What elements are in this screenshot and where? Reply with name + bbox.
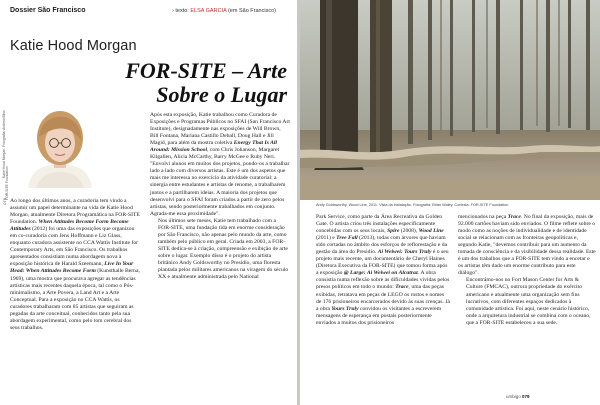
right-folio (506, 394, 530, 399)
column-b (150, 112, 290, 281)
column-b-text-2: , com Chris Johanson, Margaret Kilgallen, Alicia McCarthy, Barry McGee e Ruby Neri. "Envolvi alunos em muitos dos projetos, pondo-os a trabalhar lado a lado com diversos artistas. Este é um dos aspetos que mais me interessa no exercício da atividade curatorial: a sinergia entre estudantes e artistas de renome, a trabalharem juntos e a partilharem ideias. A maioria dos projetos que desenvolvi para o SFAI foram criados a partir de zero pelos artistas, sendo posteriormente trabalhados em conjunto. Agrada-me essa proximidade". (150, 147, 290, 217)
column-c-text-6: . A obra consistia numa reflexão sobre as dificuldades vividas pelos presos políticos em todo o mundo: (316, 270, 450, 291)
column-c-work-tree-fall: Tree Fall (336, 235, 358, 242)
portrait-credit: Katie Hood Morgan. Fotografia: Andrew Bliss (2, 110, 6, 178)
artist-name: Katie Hood Morgan (10, 38, 137, 54)
column-c-text-1: Park Service, como parte da Área Recreativa da Golden Gate. O artista criou três instalações especificamente concebidas com os seus locais, (316, 214, 443, 235)
section-heading: Dossier São Francisco (10, 7, 86, 14)
column-c-work-spire: Spire (387, 228, 400, 235)
column-c-work-at-large: @ Large: Ai Weiwei on Alcatraz (343, 270, 418, 277)
column-a-title-2: Live In Your Head: When Attitudes Become Form (10, 261, 134, 275)
column-c-text-3: (2011) e (316, 235, 337, 242)
forest-caption: Andy Goldsworthy, Wood Line, 2011. Vista da instalação. Fotografia: Brian Waley. Cortesia: FOR-SITE Foundation (316, 203, 509, 207)
column-a (10, 198, 140, 332)
column-c-work-yours-truly: Yours Truly (331, 305, 359, 312)
column-d-text-3: Encontrámo-nos no Fort Mason Center for Arts & Culture (FMCAC), outrora propriedade do exército americano e atualmente uma organização sem fins lucrativos, com diferentes espaços dedicados à comunidade artística. Foi aqui, neste cenário histórico, onde a arquitetura industrial se combina com o oceano, que a FOR-SITE estabeleceu a sua sede. (466, 277, 591, 326)
column-c-text-2: (2008), (399, 228, 419, 235)
column-d-text-2: . No final da exposição, mais de 92.000 cartões haviam sido enviados. O filme reflete sobre o modo como as noções de individualidade e de identidade social se relacionam com as fronteiras geopolíticas e, segundo Katie, "devemos contribuir para um aumento da tomada de consciência e da visibilidade dessa realidade. Este é um dos trabalhos que a FOR-SITE tem vindo a encetar e os artistas têm dado um enorme contributo para este diálogo". (458, 214, 596, 277)
portrait-photo (10, 106, 110, 188)
left-folio: 078 (2, 198, 7, 205)
right-page-number: 079 (522, 394, 530, 399)
column-c-text-5: é o seu projeto mais recente, um documentário de Cheryl Haines (Diretora Executiva da FOR-SITE) que tomou forma após a exposição (316, 249, 449, 277)
article-title-line-2: Sobre o Lugar (156, 82, 287, 107)
right-page (300, 0, 600, 405)
column-c-work-wood-line: Wood Line (418, 228, 444, 235)
column-c-work-yours-truly-film: Ai Weiwei: Tours Truly (377, 249, 432, 256)
byline-arrow-icon: › (172, 8, 174, 14)
column-a-text-2: (2012) foi uma das exposições que organizou em co-curadoria com Jens Hoffmann e Liz Glass, enquanto curadora assistente no CCA Wattis Institute for Contemporary Arts, em São Francisco. Os trabalhos apresentados consistiam numa abordagem nova à exposição histórica de Harald Szeemann, (10, 226, 139, 268)
column-b-text-1: Após esta exposição, Katie trabalhou como Curadora de Exposições e Programas Públicos no SFAI (San Francisco Art Institute), designadamente nas exposições de Will Brown, Bill Fontana, Mariana Castillo Deball, Doug Hall e Jill Magid, para além da mostra coletiva (150, 112, 290, 147)
byline-label: texto: (175, 8, 189, 14)
article-title-line-1: FOR-SITE – Arte (125, 58, 287, 83)
column-c-work-trace: Trace (395, 284, 409, 291)
column-c-text-4: (2013), todas com árvores que haviam sido cortadas no âmbito dos esforços de reflorestação e da gestão da área do Presidio. (316, 235, 448, 256)
column-c-text-8: convidou os visitantes a escreverem mensagens de esperança em postais posteriormente enviados a muitos dos prisioneiros (316, 305, 442, 326)
portrait-credit-foundation: FOR-SITE Foundation (5, 166, 9, 200)
column-b-text-3: Nos últimos sete meses, Katie tem trabalhado com a FOR-SITE, uma fundação tida em enorme consideração por São Francisco, não apenas pelo mundo da arte, como também pelo público em geral. Criada em 2003, a FOR-SITE dedica-se à criação, compreensão e exibição de arte sobre o lugar. Exemplo disso é o projeto do artista britânico Andy Goldsworthy no Presidio, uma floresta plantada pelos militares americanos na viragem do século XX e atualmente administrada pelo National (158, 217, 289, 281)
column-d-text-1: mencionados na peça (458, 214, 508, 220)
column-c-text-7: , uma das peças exibidas, retratava em peças de LEGO os rostos e nomes de 176 prisioneiros encarcerados devido às suas crenças. Já a obra (316, 284, 450, 312)
column-d (458, 214, 596, 327)
left-page (0, 0, 297, 405)
column-c (316, 214, 450, 327)
forest-installation-photo (300, 0, 600, 200)
column-a-text-1: Ao longo dos últimos anos, a curadoria tem vindo a assumir um papel determinante na vida de Katie Hood Morgan, atualmente Diretora Programática na FOR-SITE Foundation. (10, 198, 140, 226)
byline-place: (em São Francisco) (227, 8, 276, 14)
column-a-text-3: (Kunsthalle Berna, 1969), uma mostra que procurava agregar as tendências artísticas mais recentes daquela época, tal como o Pós-minimalismo, a Arte Povera, a Land Art e a Arte Conceptual. Para a exposição no CCA Wattis, os curadores trabalharam com 85 artistas que seguiram as pegadas da arte conceitual, conhecidos tanto pela sua abordagem experimental, como pelo tom cerebral dos seus trabalhos. (10, 268, 140, 331)
byline (172, 8, 276, 14)
column-b-title-1: Energy That Is All Around: Mission School (150, 140, 277, 154)
byline-author: ELSA GARCIA (190, 8, 227, 14)
magazine-name: umbigo (506, 394, 521, 399)
column-a-title-1: When Attitudes Become Form Become Attitudes (10, 219, 129, 233)
column-d-work-trace: Trace (507, 214, 521, 220)
